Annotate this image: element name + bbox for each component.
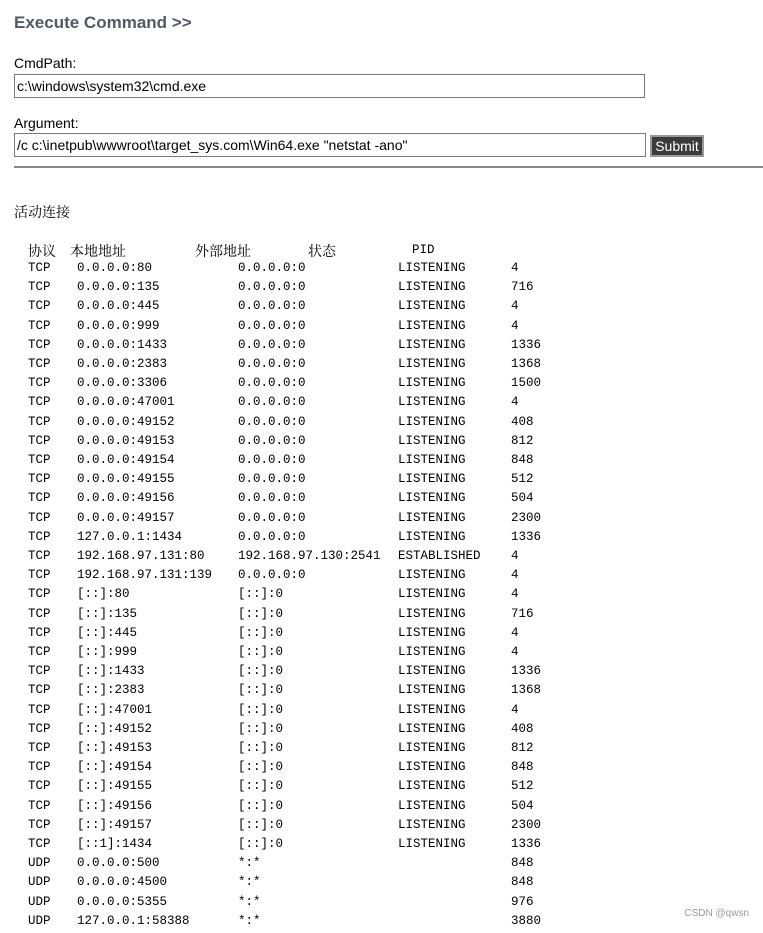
cell-local: 0.0.0.0:49153: [77, 433, 175, 448]
netstat-row: [0, 549, 763, 568]
cell-foreign: 0.0.0.0:0: [238, 318, 306, 333]
cell-pid: 3880: [511, 913, 542, 928]
cell-pid: 716: [511, 280, 534, 295]
cell-foreign: 0.0.0.0:0: [238, 472, 306, 487]
cell-foreign: 0.0.0.0:0: [238, 510, 306, 525]
cell-local: 0.0.0.0:49152: [77, 414, 175, 429]
cell-pid: 1336: [511, 529, 542, 544]
cell-state: LISTENING: [398, 664, 466, 679]
header-foreign: 外部地址: [195, 244, 251, 260]
cell-local: 0.0.0.0:47001: [77, 395, 175, 410]
cell-proto: TCP: [28, 741, 51, 755]
cell-local: [::]:49153: [77, 741, 153, 755]
cell-pid: 848: [511, 453, 534, 467]
cell-proto: TCP: [28, 702, 51, 717]
cell-local: [::]:49157: [77, 817, 153, 832]
cell-local: [::]:49156: [77, 798, 153, 813]
netstat-row: [0, 511, 763, 530]
cell-foreign: [::]:0: [238, 741, 284, 755]
cell-pid: 4: [511, 702, 519, 717]
cell-local: [::]:135: [77, 606, 138, 621]
header-proto: 协议: [28, 244, 56, 260]
cell-state: LISTENING: [398, 376, 466, 391]
cell-local: 0.0.0.0:999: [77, 318, 160, 333]
cell-foreign: [::]:0: [238, 664, 284, 679]
netstat-row: [0, 895, 763, 914]
cell-proto: TCP: [28, 453, 51, 467]
cell-local: [::]:445: [77, 625, 138, 640]
cell-state: LISTENING: [398, 741, 466, 755]
cell-foreign: [::]:0: [238, 721, 284, 736]
cell-local: 0.0.0.0:500: [77, 856, 160, 871]
cell-state: LISTENING: [398, 357, 466, 371]
submit-button[interactable]: Submit: [650, 135, 704, 157]
cell-local: 127.0.0.1:1434: [77, 529, 183, 544]
cell-pid: 4: [511, 587, 519, 602]
netstat-row: [0, 415, 763, 434]
cell-foreign: 0.0.0.0:0: [238, 433, 306, 448]
netstat-row: [0, 741, 763, 760]
cell-pid: 4: [511, 261, 519, 275]
cell-foreign: [::]:0: [238, 625, 284, 640]
cell-local: 0.0.0.0:3306: [77, 376, 168, 391]
cell-state: LISTENING: [398, 261, 466, 275]
cell-state: LISTENING: [398, 510, 466, 525]
cell-foreign: [::]:0: [238, 760, 284, 775]
cell-proto: TCP: [28, 376, 51, 391]
cell-foreign: 0.0.0.0:0: [238, 261, 306, 275]
cell-pid: 4: [511, 299, 519, 314]
cell-proto: TCP: [28, 817, 51, 832]
cell-state: LISTENING: [398, 837, 466, 851]
netstat-row: [0, 779, 763, 798]
netstat-row: [0, 434, 763, 453]
cell-proto: TCP: [28, 721, 51, 736]
cell-pid: 504: [511, 491, 534, 506]
cell-state: ESTABLISHED: [398, 549, 481, 563]
cell-local: [::]:49154: [77, 760, 153, 775]
cell-proto: TCP: [28, 472, 51, 487]
cell-local: [::1]:1434: [77, 837, 153, 851]
cell-pid: 716: [511, 606, 534, 621]
cell-foreign: 0.0.0.0:0: [238, 414, 306, 429]
cell-foreign: [::]:0: [238, 645, 284, 659]
cell-state: LISTENING: [398, 568, 466, 583]
cell-proto: TCP: [28, 529, 51, 544]
cell-local: 0.0.0.0:1433: [77, 337, 168, 352]
cell-pid: 408: [511, 721, 534, 736]
cell-proto: UDP: [28, 913, 51, 928]
cell-pid: 848: [511, 875, 534, 890]
cell-pid: 812: [511, 741, 534, 755]
netstat-row: [0, 299, 763, 318]
page-title: Execute Command >>: [14, 13, 192, 32]
cell-pid: 1336: [511, 337, 542, 352]
cell-proto: TCP: [28, 299, 51, 314]
netstat-row: [0, 683, 763, 702]
cell-local: 0.0.0.0:49154: [77, 453, 175, 467]
cell-pid: 1368: [511, 683, 542, 698]
netstat-row: [0, 875, 763, 894]
cell-state: LISTENING: [398, 760, 466, 775]
cell-pid: 848: [511, 856, 534, 871]
cell-foreign: [::]:0: [238, 683, 284, 698]
netstat-row: [0, 722, 763, 741]
cell-local: 192.168.97.131:139: [77, 568, 213, 583]
cell-local: 0.0.0.0:445: [77, 299, 160, 314]
cell-proto: TCP: [28, 510, 51, 525]
watermark: CSDN @qwsn: [684, 908, 749, 919]
cell-proto: TCP: [28, 683, 51, 698]
cell-foreign: *:*: [238, 875, 261, 890]
cell-state: LISTENING: [398, 433, 466, 448]
netstat-row: [0, 645, 763, 664]
cell-pid: 4: [511, 318, 519, 333]
cell-pid: 512: [511, 472, 534, 487]
cell-state: LISTENING: [398, 779, 466, 794]
cell-pid: 4: [511, 395, 519, 410]
cell-local: 0.0.0.0:49155: [77, 472, 175, 487]
netstat-row: [0, 607, 763, 626]
cell-pid: 1336: [511, 664, 542, 679]
cmdpath-label: CmdPath:: [14, 55, 77, 71]
cell-state: LISTENING: [398, 587, 466, 602]
cell-proto: UDP: [28, 894, 51, 909]
cell-local: 0.0.0.0:5355: [77, 894, 168, 909]
netstat-row: [0, 395, 763, 414]
cell-proto: TCP: [28, 837, 51, 851]
netstat-row: [0, 664, 763, 683]
cell-pid: 976: [511, 894, 534, 909]
cell-local: [::]:1433: [77, 664, 145, 679]
cell-proto: TCP: [28, 414, 51, 429]
netstat-row: [0, 472, 763, 491]
netstat-row: [0, 703, 763, 722]
cell-local: 0.0.0.0:49157: [77, 510, 175, 525]
netstat-row: [0, 760, 763, 779]
output-section-title: 活动连接: [14, 205, 70, 221]
cell-local: [::]:49152: [77, 721, 153, 736]
cell-pid: 2300: [511, 817, 542, 832]
cell-pid: 1368: [511, 357, 542, 371]
cell-proto: TCP: [28, 357, 51, 371]
cell-proto: TCP: [28, 280, 51, 295]
cell-local: [::]:49155: [77, 779, 153, 794]
cell-state: LISTENING: [398, 299, 466, 314]
cell-pid: 4: [511, 568, 519, 583]
cell-state: LISTENING: [398, 491, 466, 506]
cell-foreign: 0.0.0.0:0: [238, 529, 306, 544]
cell-pid: 1336: [511, 837, 542, 851]
cell-foreign: [::]:0: [238, 817, 284, 832]
cell-proto: TCP: [28, 645, 51, 659]
netstat-row: [0, 338, 763, 357]
netstat-row: [0, 914, 763, 933]
cell-state: LISTENING: [398, 625, 466, 640]
cell-pid: 4: [511, 625, 519, 640]
cell-foreign: [::]:0: [238, 779, 284, 794]
cell-foreign: [::]:0: [238, 702, 284, 717]
cell-local: 192.168.97.131:80: [77, 549, 205, 563]
cell-pid: 2300: [511, 510, 542, 525]
cell-pid: 1500: [511, 376, 542, 391]
cell-proto: TCP: [28, 318, 51, 333]
cell-local: [::]:80: [77, 587, 130, 602]
cell-pid: 848: [511, 760, 534, 775]
netstat-row: [0, 799, 763, 818]
netstat-row: [0, 319, 763, 338]
cell-foreign: [::]:0: [238, 837, 284, 851]
netstat-row: [0, 818, 763, 837]
cell-proto: TCP: [28, 760, 51, 775]
cell-proto: TCP: [28, 779, 51, 794]
cell-foreign: 0.0.0.0:0: [238, 491, 306, 506]
cmdpath-input[interactable]: [14, 74, 645, 98]
argument-label: Argument:: [14, 115, 79, 131]
cell-foreign: 0.0.0.0:0: [238, 376, 306, 391]
cell-local: 0.0.0.0:4500: [77, 875, 168, 890]
cell-state: LISTENING: [398, 529, 466, 544]
cell-proto: TCP: [28, 433, 51, 448]
cell-pid: 504: [511, 798, 534, 813]
cell-state: LISTENING: [398, 645, 466, 659]
cell-proto: TCP: [28, 625, 51, 640]
cell-pid: 812: [511, 433, 534, 448]
netstat-row: [0, 837, 763, 856]
cell-local: 127.0.0.1:58388: [77, 913, 190, 928]
netstat-row: [0, 856, 763, 875]
cell-proto: TCP: [28, 568, 51, 583]
cell-local: [::]:47001: [77, 702, 153, 717]
netstat-row: [0, 280, 763, 299]
cell-proto: TCP: [28, 606, 51, 621]
cell-foreign: 0.0.0.0:0: [238, 337, 306, 352]
cell-local: 0.0.0.0:80: [77, 261, 153, 275]
cell-foreign: [::]:0: [238, 606, 284, 621]
cell-pid: 408: [511, 414, 534, 429]
cell-pid: 4: [511, 549, 519, 563]
cell-local: [::]:999: [77, 645, 138, 659]
cell-local: 0.0.0.0:135: [77, 280, 160, 295]
netstat-row: [0, 357, 763, 376]
cell-state: LISTENING: [398, 472, 466, 487]
cell-state: LISTENING: [398, 721, 466, 736]
cell-proto: TCP: [28, 664, 51, 679]
argument-input[interactable]: [14, 133, 646, 157]
cell-foreign: 0.0.0.0:0: [238, 568, 306, 583]
cell-foreign: 0.0.0.0:0: [238, 395, 306, 410]
cell-state: LISTENING: [398, 395, 466, 410]
netstat-row: [0, 568, 763, 587]
cell-foreign: 0.0.0.0:0: [238, 453, 306, 467]
netstat-row: [0, 626, 763, 645]
cell-state: LISTENING: [398, 318, 466, 333]
cell-proto: TCP: [28, 337, 51, 352]
cell-proto: TCP: [28, 261, 51, 275]
cell-state: LISTENING: [398, 414, 466, 429]
cell-pid: 512: [511, 779, 534, 794]
cell-foreign: 0.0.0.0:0: [238, 299, 306, 314]
netstat-row: [0, 491, 763, 510]
header-pid: PID: [412, 243, 435, 257]
cell-state: LISTENING: [398, 702, 466, 717]
cell-state: LISTENING: [398, 606, 466, 621]
netstat-row: [0, 587, 763, 606]
cell-foreign: *:*: [238, 894, 261, 909]
cell-foreign: *:*: [238, 913, 261, 928]
cell-foreign: [::]:0: [238, 798, 284, 813]
cell-pid: 4: [511, 645, 519, 659]
cell-proto: TCP: [28, 491, 51, 506]
cell-state: LISTENING: [398, 337, 466, 352]
header-state: 状态: [308, 244, 336, 260]
netstat-row: [0, 261, 763, 280]
cell-proto: UDP: [28, 856, 51, 871]
cell-state: LISTENING: [398, 817, 466, 832]
cell-state: LISTENING: [398, 453, 466, 467]
cell-foreign: *:*: [238, 856, 261, 871]
cell-proto: TCP: [28, 587, 51, 602]
cell-local: 0.0.0.0:49156: [77, 491, 175, 506]
cell-foreign: 0.0.0.0:0: [238, 357, 306, 371]
netstat-row: [0, 376, 763, 395]
cell-local: 0.0.0.0:2383: [77, 357, 168, 371]
netstat-row: [0, 453, 763, 472]
divider: [14, 166, 763, 168]
header-local: 本地地址: [70, 244, 126, 260]
cell-proto: TCP: [28, 395, 51, 410]
cell-foreign: [::]:0: [238, 587, 284, 602]
cell-state: LISTENING: [398, 683, 466, 698]
cell-state: LISTENING: [398, 798, 466, 813]
cell-proto: TCP: [28, 798, 51, 813]
cell-proto: TCP: [28, 549, 51, 563]
netstat-row: [0, 530, 763, 549]
cell-state: LISTENING: [398, 280, 466, 295]
cell-local: [::]:2383: [77, 683, 145, 698]
cell-proto: UDP: [28, 875, 51, 890]
cell-foreign: 0.0.0.0:0: [238, 280, 306, 295]
cell-foreign: 192.168.97.130:2541: [238, 549, 381, 563]
